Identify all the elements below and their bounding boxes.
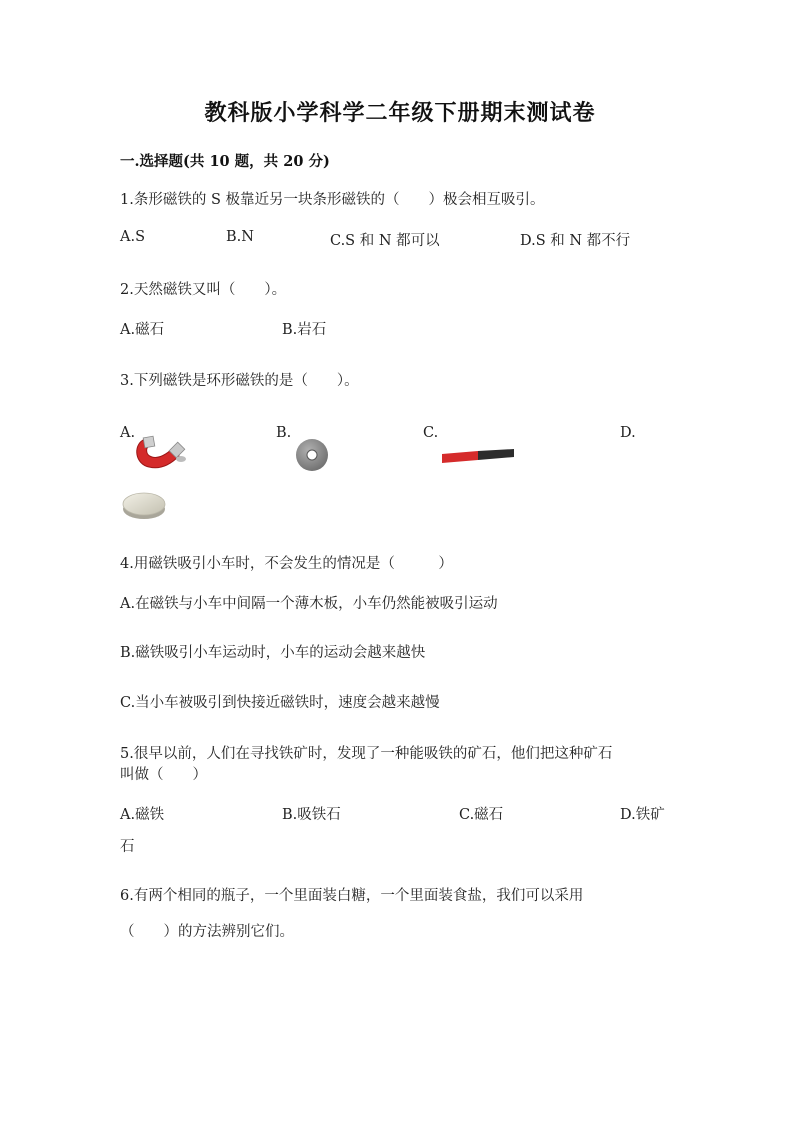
- question-5-option-d-wrap: 石: [120, 839, 135, 855]
- question-3-stem: 3.下列磁铁是环形磁铁的是（ ）。: [120, 373, 359, 389]
- bar-magnet-image: [440, 446, 516, 466]
- horseshoe-magnet-image: [131, 434, 191, 474]
- question-2-stem: 2.天然磁铁又叫（ ）。: [120, 282, 287, 298]
- disc-magnet-image: [120, 487, 168, 523]
- question-5-stem-line-1: 5.很早以前，人们在寻找铁矿时，发现了一种能吸铁的矿石，他们把这种矿石: [120, 746, 613, 762]
- question-3-option-c: C.: [423, 425, 439, 441]
- question-3-option-d: D.: [620, 425, 636, 441]
- question-6-stem-line-2: （ ）的方法辨别它们。: [120, 924, 294, 940]
- question-2-option-a: A.磁石: [120, 322, 165, 338]
- question-1-option-b: B.N: [226, 229, 254, 245]
- question-5-option-a: A.磁铁: [120, 807, 165, 823]
- question-2-option-b: B.岩石: [282, 322, 327, 338]
- ring-magnet-image: [294, 437, 330, 473]
- question-6-stem-line-1: 6.有两个相同的瓶子，一个里面装白糖，一个里面装食盐，我们可以采用: [120, 888, 584, 904]
- question-5-stem-line-2: 叫做（ ）: [120, 767, 207, 783]
- question-3-option-b: B.: [276, 425, 292, 441]
- question-3-option-a: A.: [120, 425, 136, 441]
- question-1-stem: 1.条形磁铁的 S 极靠近另一块条形磁铁的（ ）极会相互吸引。: [120, 192, 545, 208]
- question-5-option-d: D.铁矿: [620, 807, 665, 823]
- page-title: 教科版小学科学二年级下册期末测试卷: [204, 100, 596, 126]
- section-heading: 一.选择题(共 10 题，共 20 分): [120, 153, 330, 170]
- question-4-option-b: B.磁铁吸引小车运动时，小车的运动会越来越快: [120, 645, 426, 661]
- question-4-option-c: C.当小车被吸引到快接近磁铁时，速度会越来越慢: [120, 695, 440, 711]
- question-5-option-c: C.磁石: [459, 807, 504, 823]
- question-1-option-d: D.S 和 N 都不行: [520, 233, 631, 249]
- question-4-option-a: A.在磁铁与小车中间隔一个薄木板，小车仍然能被吸引运动: [120, 596, 498, 612]
- question-1-option-c: C.S 和 N 都可以: [330, 233, 440, 249]
- question-5-option-b: B.吸铁石: [282, 807, 341, 823]
- question-4-stem: 4.用磁铁吸引小车时，不会发生的情况是（ ）: [120, 556, 453, 572]
- question-1-option-a: A.S: [120, 229, 146, 245]
